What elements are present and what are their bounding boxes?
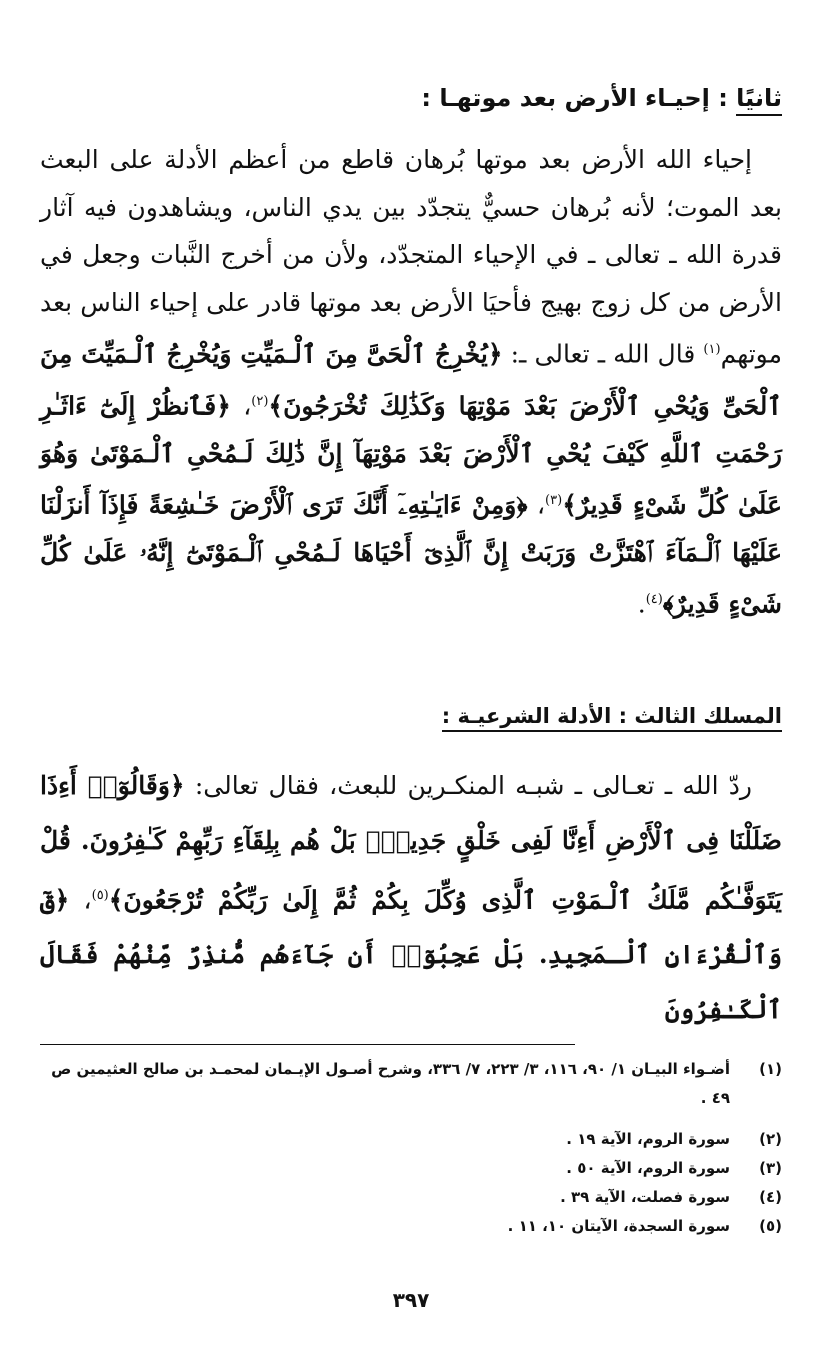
paragraph-legal-evidence — [40, 758, 782, 1037]
heading-text: : إحيـاء الأرض بعد موتهـا : — [421, 84, 728, 112]
page-number: ٣٩٧ — [392, 1288, 430, 1312]
footnote-text: سورة السجدة، الآيتان ١٠، ١١ . — [507, 1217, 730, 1235]
footnote-3 — [40, 1154, 782, 1183]
section-heading-third-path — [442, 700, 782, 732]
footnote-text: أضـواء البيـان ١/ ٩٠، ١١٦، ٣/ ٢٢٣، ٧/ ٣٣٦، وشرح أصـول الإيـمان لمحمـد بن صالح العثيمين ص ٤٩ . — [51, 1060, 730, 1107]
footnote-number: (٥) — [759, 1217, 782, 1235]
footnote-ref-3: (٣) — [545, 493, 563, 509]
paragraph-intro: إحياء الله الأرض بعد موتها بُرهان قاطع من أعظم الأدلة على البعث بعد الموت؛ لأنه بُرهان حسيٌّ يتجدّد بين يدي الناس، ويشاهدون فيه آثار قدرة الله ـ تعالى ـ في الإحياء المتجدّد، ولأن من أخرج النَّبات وجعل في الأرض من كل زوج بهيج فأحيَا الأرض بعد موتها قادر على إحياء الناس بعد موتهم — [40, 145, 782, 369]
footnote-number: (٢) — [759, 1130, 782, 1148]
footnote-text: سورة الروم، الآية ١٩ . — [566, 1130, 730, 1148]
book-page — [40, 0, 782, 1347]
section-heading-second — [421, 82, 782, 114]
heading-label: ثانيًا — [736, 84, 782, 116]
footnote-ref-1: (١) — [703, 342, 721, 357]
quran-verse-2: ﴿فَٱنظُرْ إِلَىٰٓ ءَاثَـٰرِ رَحْمَتِ ٱللَّهِ كَيْفَ يُحْىِ ٱلْأَرْضَ بَعْدَ مَوْتِهَآ إِنَّ ذَٰلِكَ لَـمُحْىِ ٱلْـمَوْتَىٰ وَهُوَ عَلَىٰ كُلِّ شَىْءٍ قَدِيرٌ﴾ — [40, 391, 782, 520]
separator: ، — [527, 490, 546, 520]
footnote-number: (٣) — [759, 1159, 782, 1177]
footnote-5 — [40, 1212, 782, 1241]
footnote-text: سورة فصلت، الآية ٣٩ . — [560, 1188, 730, 1206]
footnote-divider — [40, 1044, 575, 1045]
paragraph-reviving-earth — [40, 136, 782, 628]
separator: ، — [69, 885, 92, 915]
footnote-text: سورة الروم، الآية ٥٠ . — [566, 1159, 730, 1177]
quran-verse-1: ﴿يُخْرِجُ ٱلْحَىَّ مِنَ ٱلْـمَيِّتِ وَيُخْرِجُ ٱلْـمَيِّتَ مِنَ ٱلْحَىِّ وَيُحْىِ ٱلْأَرْضَ بَعْدَ مَوْتِهَا وَكَذَٰلِكَ تُخْرَجُونَ﴾ — [40, 339, 783, 421]
quran-verse-5: ﴿قٓ وَٱلْقُرْءَانِ ٱلْـمَجِيدِ. بَلْ عَجِبُوٓا۟ أَن جَآءَهُم مُّنذِرٌ مِّنْهُمْ فَقَالَ ٱلْكَـٰفِرُونَ — [40, 885, 782, 1025]
footnote-2 — [40, 1125, 782, 1154]
quran-verse-3: ﴿وَمِنْ ءَايَـٰتِهِۦٓ أَنَّكَ تَرَى ٱلْأَرْضَ خَـٰشِعَةً فَإِذَآ أَنزَلْنَا عَلَيْهَا ٱلْـمَآءَ ٱهْتَزَّتْ وَرَبَتْ إِنَّ ٱلَّذِىٓ أَحْيَاهَا لَـمُحْىِ ٱلْـمَوْتَىٰٓ إِنَّهُۥ عَلَىٰ كُلِّ شَىْءٍ قَدِيرٌ﴾ — [40, 490, 782, 619]
paragraph-intro: ردّ الله ـ تعـالى ـ شبـه المنكـرين للبعث، فقال تعالى: — [184, 771, 752, 800]
paragraph-lead: قال الله ـ تعالى ـ: — [502, 339, 704, 369]
separator: ، — [230, 391, 252, 421]
quran-verse-4: ﴿وَقَالُوٓا۟ أَءِذَا ضَلَلْنَا فِى ٱلْأَرْضِ أَءِنَّا لَفِى خَلْقٍ جَدِيدٍۭ بَلْ هُم بِلِقَآءِ رَبِّهِمْ كَـٰفِرُونَ. قُلْ يَتَوَفَّـٰكُم مَّلَكُ ٱلْـمَوْتِ ٱلَّذِى وُكِّلَ بِكُمْ ثُمَّ إِلَىٰ رَبِّكُمْ تُرْجَعُونَ﴾ — [40, 771, 782, 915]
footnote-number: (٤) — [759, 1188, 782, 1206]
footnote-4 — [40, 1183, 782, 1212]
footnote-ref-2: (٢) — [251, 393, 269, 409]
footnote-ref-4: (٤) — [645, 592, 663, 608]
footnote-1 — [40, 1055, 782, 1113]
paragraph-end: . — [637, 589, 646, 619]
heading-text: المسلك الثالث : الأدلة الشرعيـة : — [442, 704, 782, 732]
footnote-ref-5: (٥) — [91, 888, 109, 903]
footnote-number: (١) — [759, 1060, 782, 1078]
